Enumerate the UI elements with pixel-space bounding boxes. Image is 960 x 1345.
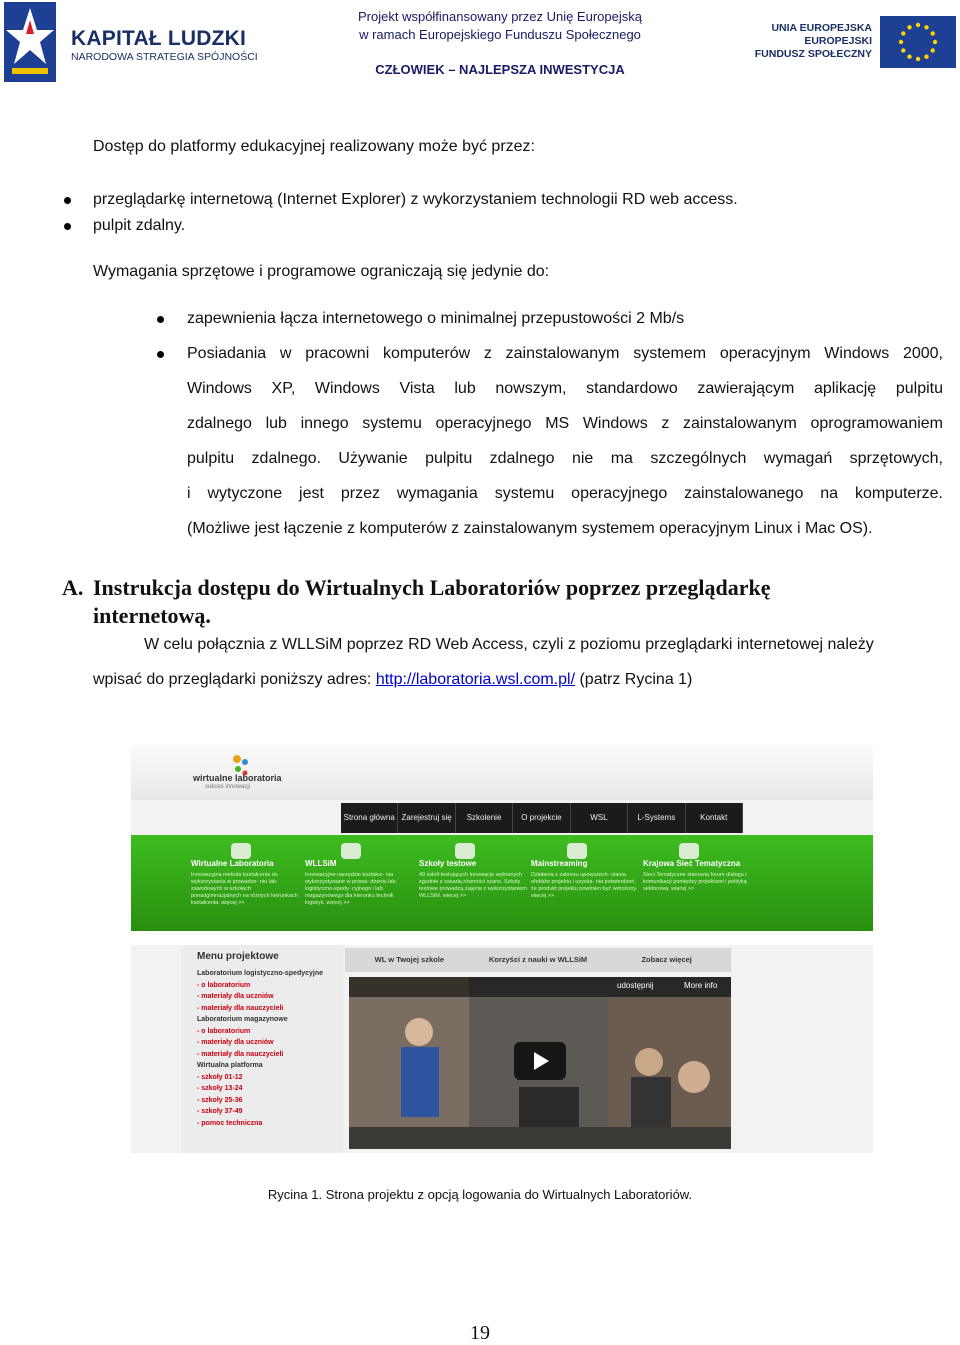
- eu-star-icon: [924, 25, 928, 29]
- instruction-ref: (patrz Rycina 1): [575, 671, 693, 688]
- menu-item[interactable]: - pomoc techniczna: [197, 1119, 263, 1127]
- section-title-line-2: internetową.: [93, 603, 211, 628]
- feature-title: Krajowa Sieć Tematyczna: [643, 859, 741, 868]
- nav-contact[interactable]: Kontakt: [686, 803, 743, 833]
- bullet-icon: [157, 351, 164, 358]
- eu-star-icon: [899, 40, 903, 44]
- kapital-ludzki-logo: [0, 0, 260, 84]
- instruction-text: wpisać do przeglądarki poniższy adres:: [93, 671, 376, 688]
- share-button[interactable]: udostępnij: [617, 981, 654, 990]
- eu-line-2: EUROPEJSKI: [804, 35, 872, 47]
- requirement-line: (Możliwe jest łączenie z komputerów z zainstalowanym systemem operacyjnym Linux i Mac OS).: [187, 520, 873, 537]
- nav-home[interactable]: Strona główna: [341, 803, 398, 833]
- cofinancing-line-2: w ramach Europejskiego Funduszu Społecznego: [359, 27, 641, 42]
- eu-line-3: FUNDUSZ SPOŁECZNY: [754, 48, 872, 60]
- motto: CZŁOWIEK – NAJLEPSZA INWESTYCJA: [375, 62, 625, 77]
- nav-register[interactable]: Zarejestruj się: [398, 803, 455, 833]
- menu-item[interactable]: Wirtualna platforma: [197, 1062, 263, 1069]
- eu-star-icon: [916, 57, 920, 61]
- section-letter: A.: [62, 575, 84, 600]
- menu-item[interactable]: - szkoły 13-24: [197, 1085, 243, 1092]
- logo-star-icon: [4, 2, 56, 82]
- feature-title: Wirtualne Laboratoria: [191, 859, 274, 868]
- site-logo-text: wirtualne laboratoria: [193, 773, 282, 783]
- eu-star-icon: [931, 31, 935, 35]
- eu-flag-icon: [880, 16, 956, 68]
- menu-item[interactable]: - o laboratorium: [197, 981, 251, 989]
- feature-desc: Sieci Tematyczne stanowią forum dialogu i komunikacji pomiędzy projektami i polityką sektorową. więcej >>: [643, 872, 747, 892]
- bullet-icon: [157, 316, 164, 323]
- eu-star-icon: [901, 48, 905, 52]
- menu-item[interactable]: - materiały dla uczniów: [197, 993, 274, 1000]
- requirement-line: pulpitu zdalnego. Używanie pulpitu zdalnego nie ma szczególnych wymagań sprzętowych,: [187, 450, 943, 467]
- access-item-remote-desktop: pulpit zdalny.: [93, 217, 186, 234]
- bullet-icon: [64, 197, 71, 204]
- megaphone-icon: [567, 843, 587, 859]
- eu-star-icon: [916, 23, 920, 27]
- feature-desc: Innowacyjna metoda kształcenia do wykorzystania w prowadze- niu lab. zawodowych w szkołach ponadgimnazjalnych na różnych kierunkach kształcenia. więcej >>: [191, 872, 298, 906]
- requirements-intro: Wymagania sprzętowe i programowe ograniczają się jedynie do:: [93, 263, 550, 280]
- menu-item[interactable]: Laboratorium magazynowe: [197, 1016, 288, 1023]
- tab-wl-in-school[interactable]: WL w Twojej szkole: [374, 955, 444, 964]
- website-screenshot: [131, 745, 873, 1153]
- project-menu: [181, 945, 343, 1153]
- tab-see-more[interactable]: Zobacz więcej: [641, 955, 692, 964]
- feature-desc: 49 szkół testujących innowacje wybranych zgodnie z zasadą równości szans. Szkoły testowe prowadzą zajęcia z wykorzystaniem WLLSiM. więcej >>: [419, 872, 527, 899]
- separator: [131, 931, 873, 945]
- graduation-cap-icon: [455, 843, 475, 859]
- menu-item[interactable]: Laboratorium logistyczno-spedycyjne: [197, 970, 324, 977]
- menu-title: Menu projektowe: [197, 951, 279, 962]
- eu-star-icon: [933, 40, 937, 44]
- feature-desc: Innowacyjne narzędzie kształce- nia wykorzystywane w prowa- dzeniu lab. logistyczno-spedy- cyjnego i lab. magazynowego dla kierunku technik logistyk. więcej >>: [305, 872, 398, 906]
- play-button[interactable]: [514, 1042, 566, 1080]
- requirement-line: zdalnego lub innego systemu operacyjnego MS Windows z zainstalowanym oprogramowaniem: [187, 415, 943, 432]
- eu-star-icon: [901, 31, 905, 35]
- site-tagline: sukces innowacji: [205, 784, 251, 790]
- cofinancing-line-1: Projekt współfinansowany przez Unię Europejską: [358, 9, 642, 24]
- nav-lsystems[interactable]: L-Systems: [628, 803, 685, 833]
- network-icon: [679, 843, 699, 859]
- bullet-icon: [64, 223, 71, 230]
- section-title-line-1: Instrukcja dostępu do Wirtualnych Laboratoriów poprzez przeglądarkę: [93, 575, 771, 600]
- feature-band: [131, 835, 873, 931]
- requirement-line: i wytyczone jest przez wymagania systemu operacyjnego zainstalowanego na komputerze.: [187, 485, 943, 502]
- eu-star-icon: [924, 55, 928, 59]
- eu-line-1: UNIA EUROPEJSKA: [771, 22, 872, 34]
- figure-caption: Rycina 1. Strona projektu z opcją logowania do Wirtualnych Laboratoriów.: [267, 1187, 693, 1202]
- requirement-line: Windows XP, Windows Vista lub nowszym, standardowo zawierającym aplikację pulpitu: [187, 380, 943, 397]
- eu-logo-text: [752, 22, 872, 61]
- requirement-line: Posiadania w pracowni komputerów z zainstalowanym systemem operacyjnym Windows 2000,: [187, 345, 943, 362]
- menu-item[interactable]: - materiały dla nauczycieli: [197, 1004, 284, 1012]
- feature-desc: Działania z zakresu upowszech- niania efektów projektu i uzyska- nia potwierdzeń, że produkt projektu powinien być wdrożony. więcej >>: [531, 872, 638, 899]
- intro-text: Dostęp do platformy edukacyjnej realizowany może być przez:: [93, 138, 535, 155]
- eu-star-icon: [907, 55, 911, 59]
- feature-column: [643, 835, 751, 927]
- menu-item[interactable]: - materiały dla nauczycieli: [197, 1050, 284, 1058]
- video-topbar: [349, 977, 731, 997]
- nav-training[interactable]: Szkolenie: [456, 803, 513, 833]
- site-nav: [341, 803, 743, 833]
- monitor-icon: [341, 843, 361, 859]
- feature-column: [531, 835, 639, 927]
- feature-column: [419, 835, 527, 927]
- nav-wsl[interactable]: WSL: [571, 803, 628, 833]
- menu-item[interactable]: - szkoły 01-12: [197, 1073, 243, 1081]
- menu-item[interactable]: - szkoły 37-49: [197, 1108, 243, 1115]
- instruction-line-2: [93, 670, 692, 690]
- nav-about[interactable]: O projekcie: [513, 803, 570, 833]
- feature-title: Szkoły testowe: [419, 859, 477, 868]
- cofinancing-note: [300, 8, 700, 44]
- feature-title: Mainstreaming: [531, 859, 588, 868]
- eu-star-icon: [931, 48, 935, 52]
- site-topbar: [131, 745, 873, 800]
- more-info-button[interactable]: More info: [684, 981, 718, 990]
- logo-subtitle: NARODOWA STRATEGIA SPÓJNOŚCI: [71, 51, 258, 63]
- requirement-bandwidth: zapewnienia łącza internetowego o minimalnej przepustowości 2 Mb/s: [187, 310, 685, 327]
- eu-star-icon: [907, 25, 911, 29]
- laboratoria-link[interactable]: http://laboratoria.wsl.com.pl/: [375, 671, 576, 688]
- feature-column: [305, 835, 413, 927]
- feature-column: [191, 835, 299, 927]
- tab-benefits[interactable]: Korzyści z nauki w WLLSiM: [488, 955, 588, 964]
- globe-icon: [231, 843, 251, 859]
- logo-title: KAPITAŁ LUDZKI: [71, 27, 247, 50]
- content-tabs: [345, 948, 731, 972]
- menu-item[interactable]: - o laboratorium: [197, 1027, 251, 1035]
- menu-item[interactable]: - materiały dla uczniów: [197, 1039, 274, 1046]
- page-number: 19: [470, 1322, 490, 1344]
- menu-item[interactable]: - szkoły 25-36: [197, 1096, 243, 1104]
- feature-title: WLLSiM: [305, 859, 337, 868]
- play-icon: [514, 1042, 566, 1080]
- instruction-line-1: W celu połącznia z WLLSiM poprzez RD Web Access, czyli z poziomu przeglądarki internetowej należy: [144, 636, 874, 653]
- menu-items: [181, 968, 343, 1129]
- access-item-browser: przeglądarkę internetową (Internet Explorer) z wykorzystaniem technologii RD web access.: [93, 191, 738, 208]
- video-player[interactable]: [349, 977, 731, 1149]
